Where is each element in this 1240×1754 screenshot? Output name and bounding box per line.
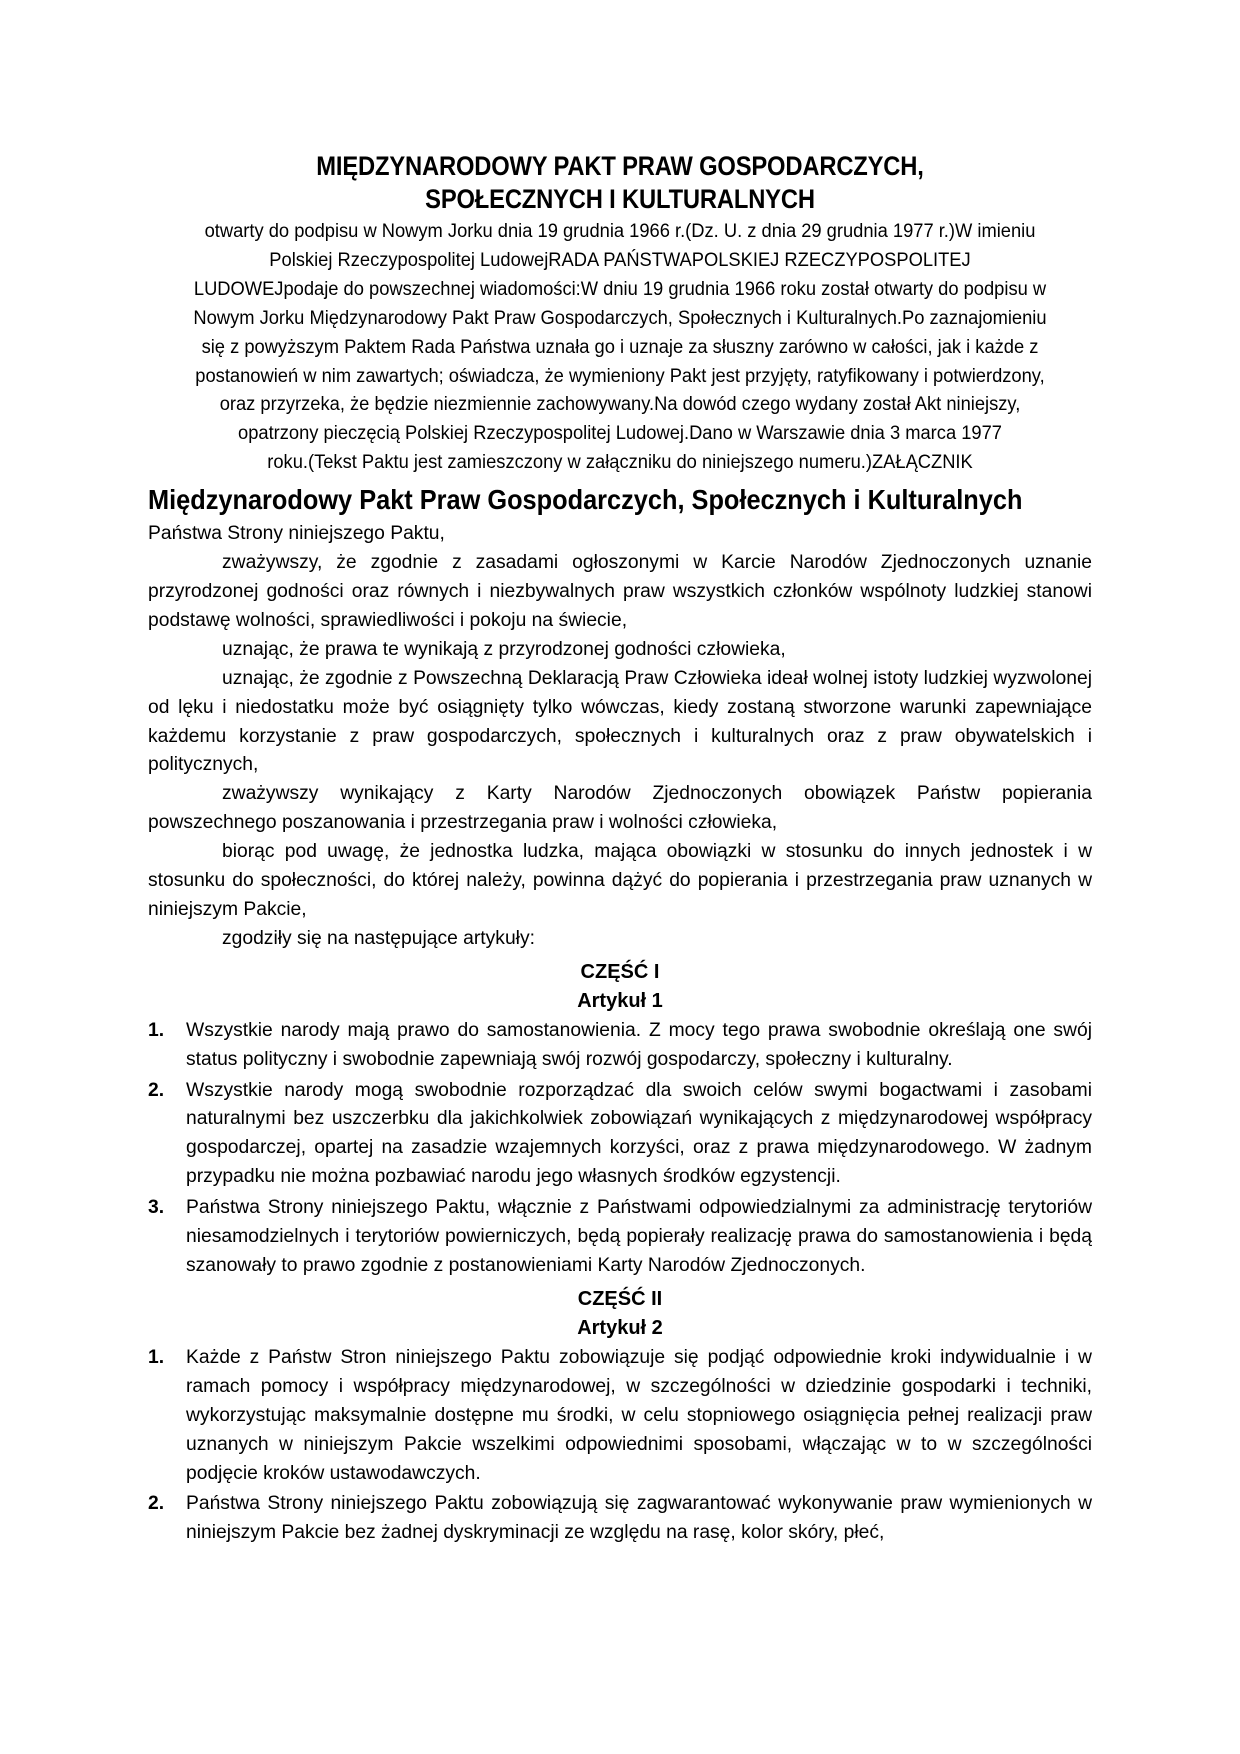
preamble-paragraph: biorąc pod uwagę, że jednostka ludzka, mająca obowiązki w stosunku do innych jednostek i w stosunku do społeczności, do której należy, powinna dążyć do popierania i przestrzegania praw uznanych w niniejszym Pakcie, [148,841,1092,920]
intro-line: opatrzony pieczęcią Polskiej Rzeczypospolitej Ludowej.Dano w Warszawie dnia 3 marca 1977 [238,423,1002,445]
item-text: Państwa Strony niniejszego Paktu, włącznie z Państwami odpowiedzialnymi za administrację terytoriów niesamodzielnych i terytoriów powierniczych, będą popierały realizację prawa do samostanowienia i będą szanowały to prawo zgodnie z postanowieniami Karty Narodów Zjednoczonych. [186,1197,1092,1276]
preamble-paragraph: uznając, że zgodnie z Powszechną Deklaracją Praw Człowieka ideał wolnej istoty ludzkiej wyzwolonej od lęku i niedostatku może być osiągnięty tylko wówczas, kiedy zostaną stworzone warunki zapewniające każdemu korzystanie z praw gospodarczych, społecznych i kulturalnych oraz z praw obywatelskich i politycznych, [148,667,1092,776]
article-1-list [148,1017,1092,1281]
item-text: Wszystkie narody mogą swobodnie rozporządzać dla swoich celów swymi bogactwami i zasobami naturalnymi bez uszczerbku dla jakichkolwiek zobowiązań wynikających z międzynarodowej współpracy gospodarczej, opartej na zasadzie wzajemnych korzyści, oraz z prawa międzynarodowego. W żadnym przypadku nie można pozbawiać narodu jego własnych środków egzystencji. [186,1079,1092,1188]
article-2-heading: Artykuł 2 [577,1317,663,1340]
list-item [148,1490,1092,1548]
intro-line: się z powyższym Paktem Rada Państwa uznała go i uznaje za słuszny zarówno w całości, jak i każde z [201,336,1039,358]
item-text: Wszystkie narody mają prawo do samostanowienia. Z mocy tego prawa swobodnie określają one swój status polityczny i swobodnie zapewniają swój rozwój gospodarczy, społeczny i kulturalny. [186,1019,1092,1070]
preamble-paragraph: zważywszy, że zgodnie z zasadami ogłoszonymi w Karcie Narodów Zjednoczonych uznanie przyrodzonej godności oraz równych i niezbywalnych praw wszystkich członków wspólnoty ludzkiej stanowi podstawę wolności, sprawiedliwości i pokoju na świecie, [148,552,1092,631]
preamble-paragraph: zgodziły się na następujące artykuły: [222,927,535,949]
item-number: 1. [148,1019,165,1041]
intro-line: postanowień w nim zawartych; oświadcza, że wymieniony Pakt jest przyjęty, ratyfikowany i potwierdzony, [195,365,1045,387]
item-number: 1. [148,1346,165,1368]
intro-line: Polskiej Rzeczypospolitej LudowejRADA PAŃSTWAPOLSKIEJ RZECZYPOSPOLITEJ [269,249,971,271]
list-item [148,1077,1092,1193]
part-1-heading: CZĘŚĆ I [580,960,660,983]
article-1-heading: Artykuł 1 [577,990,663,1013]
title-line-1: MIĘDZYNARODOWY PAKT PRAW GOSPODARCZYCH, [316,151,924,181]
intro-line: LUDOWEJpodaje do powszechnej wiadomości:W dniu 19 grudnia 1966 roku został otwarty do podpisu w [193,278,1047,300]
item-number: 3. [148,1197,165,1219]
intro-block [172,218,1069,478]
list-item [148,1017,1092,1075]
intro-line: roku.(Tekst Paktu jest zamieszczony w załączniku do niniejszego numeru.)ZAŁĄCZNIK [267,452,973,474]
title-line-2: SPOŁECZNYCH I KULTURALNYCH [425,184,815,214]
article-2-list [148,1344,1092,1548]
item-text: Państwa Strony niniejszego Paktu zobowiązują się zagwarantować wykonywanie praw wymienionych w niniejszym Pakcie bez żadnej dyskryminacji ze względu na rasę, kolor skóry, płeć, [186,1493,1092,1544]
item-number: 2. [148,1079,165,1101]
intro-line: otwarty do podpisu w Nowym Jorku dnia 19 grudnia 1966 r.(Dz. U. z dnia 29 grudnia 1977 r.)W imieniu [204,221,1036,242]
intro-line: Nowym Jorku Międzynarodowy Pakt Praw Gospodarczych, Społecznych i Kulturalnych.Po zaznajomieniu [193,307,1047,329]
list-item [148,1344,1092,1489]
document-subtitle: Międzynarodowy Pakt Praw Gospodarczych, Społecznych i Kulturalnych [148,484,1023,516]
preamble-paragraph: uznając, że prawa te wynikają z przyrodzonej godności człowieka, [222,638,786,660]
document-page [148,150,1092,1550]
item-number: 2. [148,1493,165,1515]
preamble-paragraph: zważywszy wynikający z Karty Narodów Zjednoczonych obowiązek Państw popierania powszechnego poszanowania i przestrzegania praw i wolności człowieka, [148,783,1092,834]
document-title [205,150,1036,216]
preamble-opening: Państwa Strony niniejszego Paktu, [148,523,445,545]
intro-line: oraz przyrzeka, że będzie niezmiennie zachowywany.Na dowód czego wydany został Akt niniejszy, [219,394,1021,416]
part-2-heading: CZĘŚĆ II [577,1287,663,1310]
item-text: Każde z Państw Stron niniejszego Paktu zobowiązuje się podjąć odpowiednie kroki indywidualnie i w ramach pomocy i współpracy międzynarodowej, w szczególności w dziedzinie gospodarki i techniki, wykorzystując maksymalnie dostępne mu środki, w celu stopniowego osiągnięcia pełnej realizacji praw uznanych w niniejszym Pakcie wszelkimi odpowiednimi sposobami, włączając w to w szczególności podjęcie kroków ustawodawczych. [186,1346,1092,1484]
list-item [148,1194,1092,1281]
